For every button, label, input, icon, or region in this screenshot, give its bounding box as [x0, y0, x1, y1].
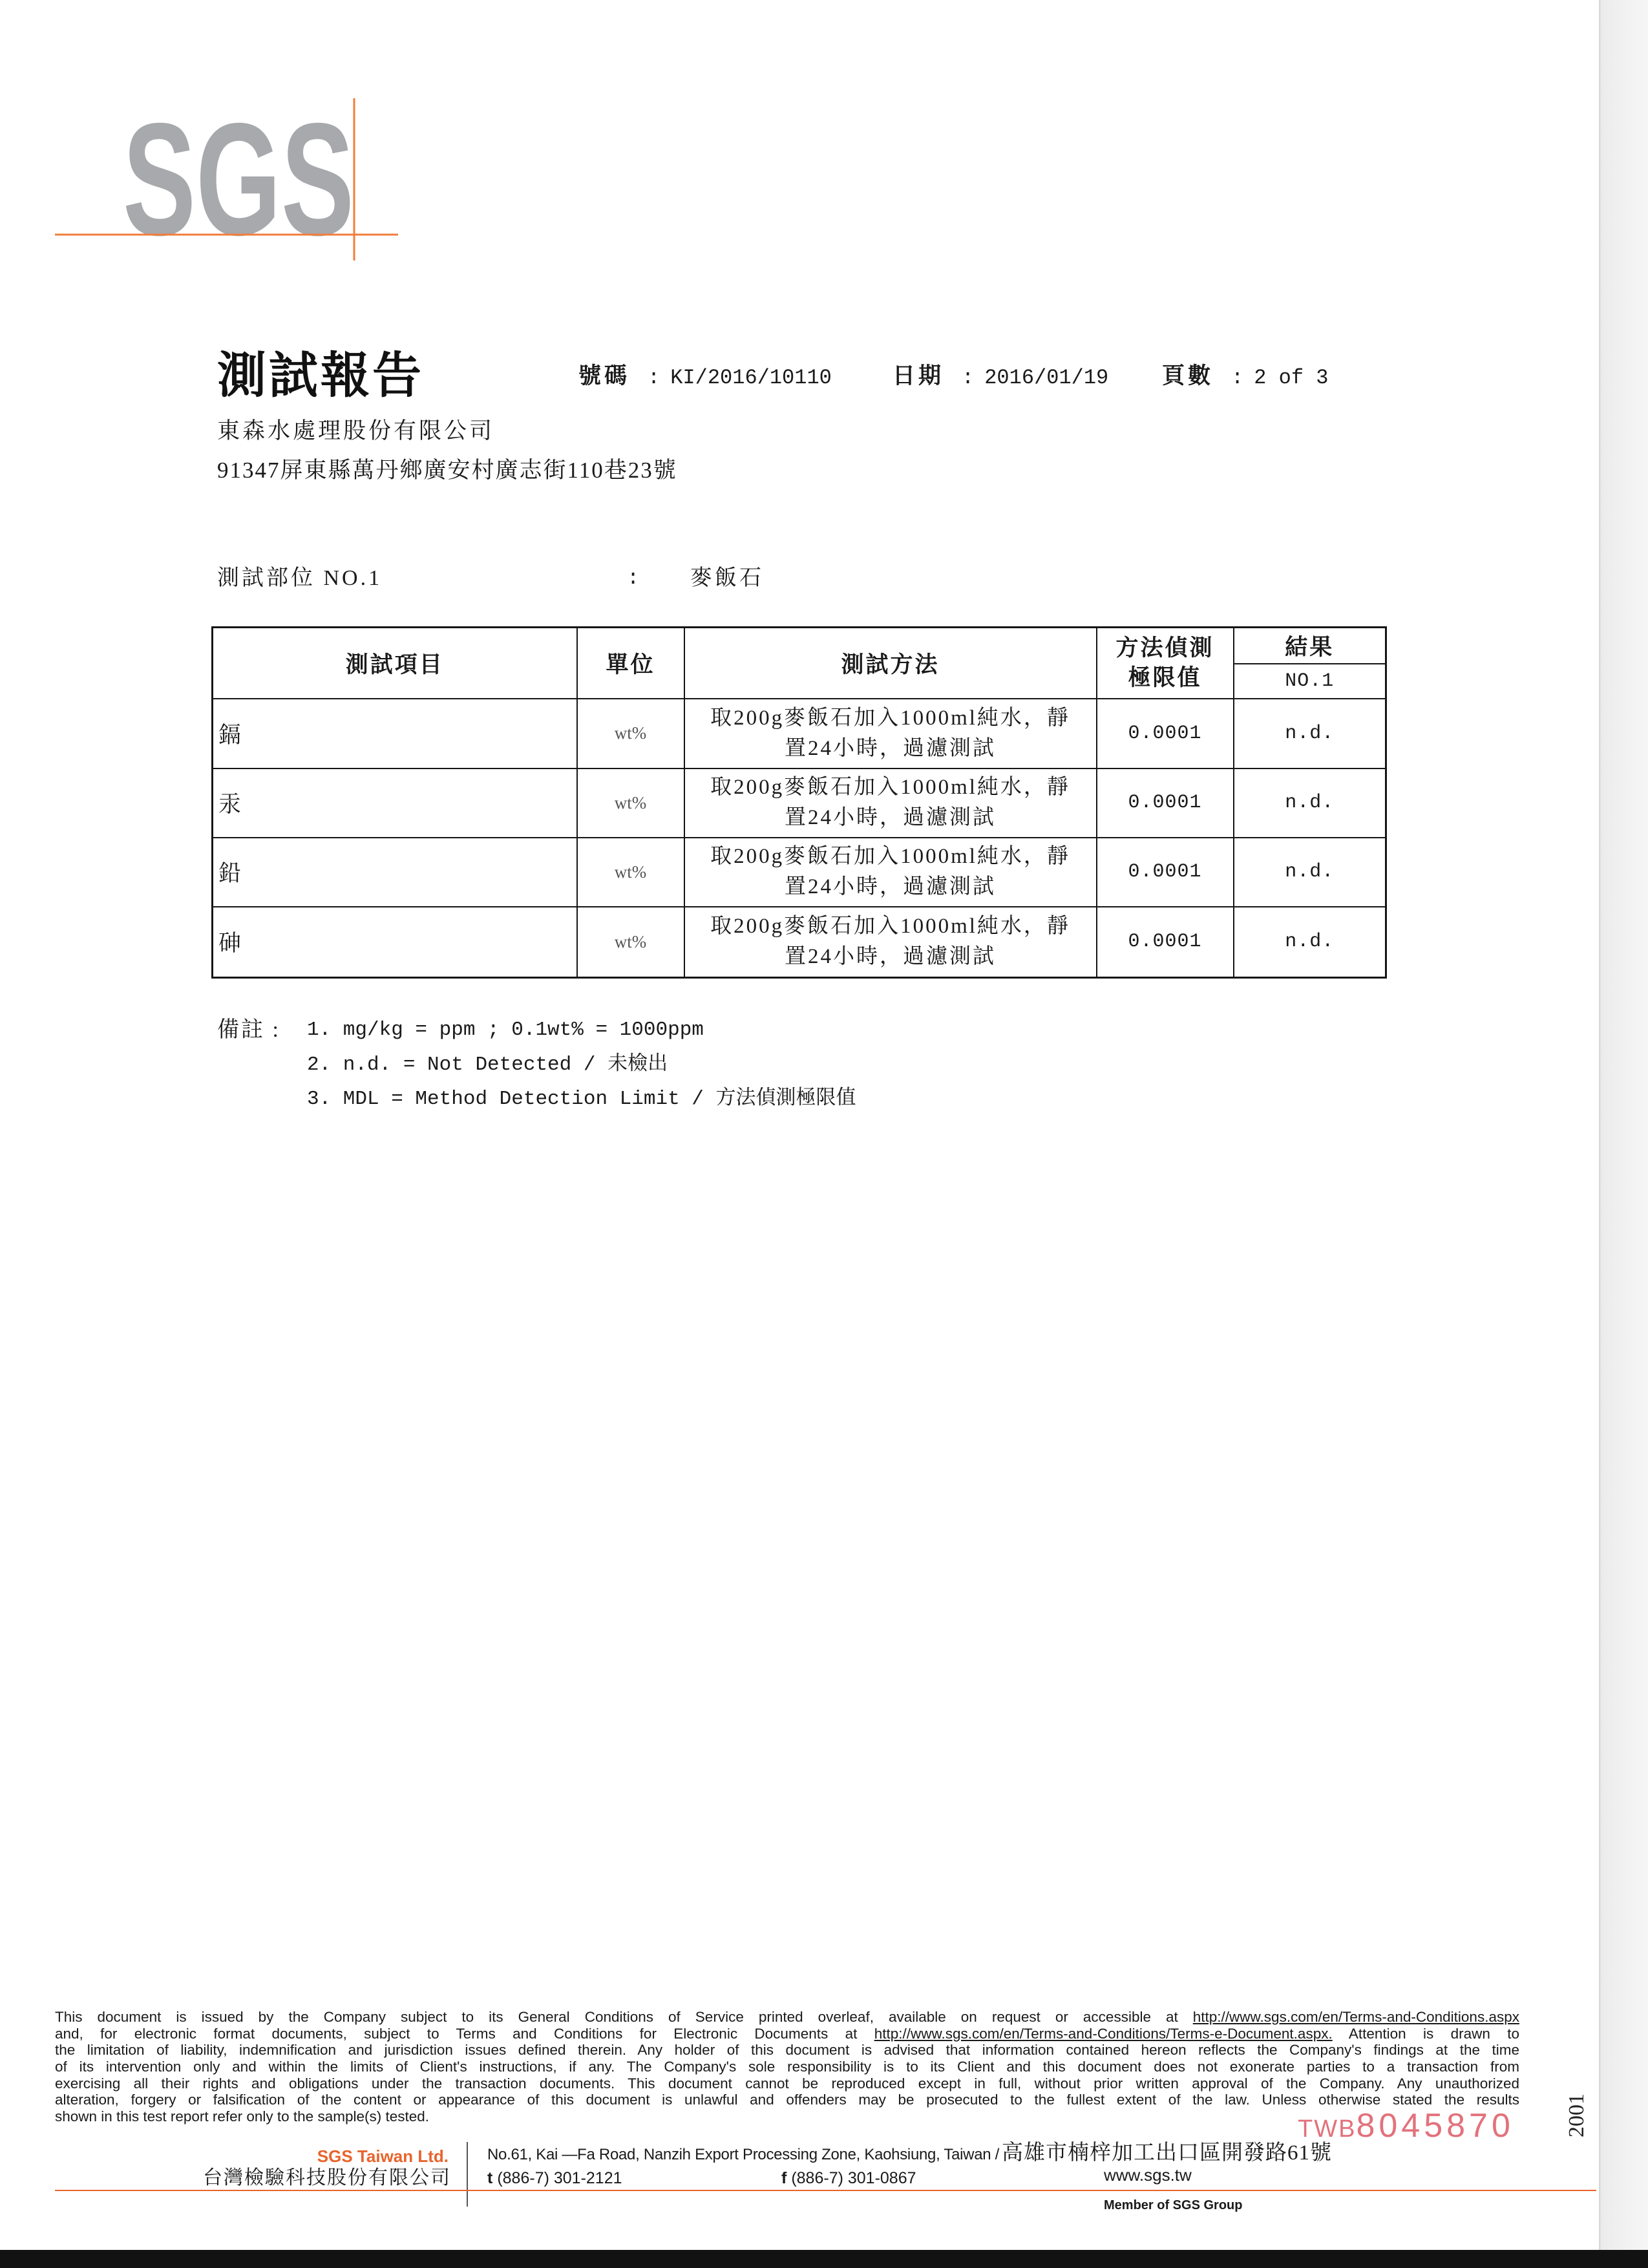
sample-value: 麥飯石 — [690, 566, 764, 590]
form-code: 2001 — [1565, 2093, 1589, 2137]
client-name: 東森水處理股份有限公司 — [217, 418, 495, 443]
report-date-value: 2016/01/19 — [984, 366, 1109, 390]
cell-item: 鉛 — [213, 838, 577, 907]
serial-number — [1298, 2109, 1514, 2143]
report-number-separator: : — [648, 366, 660, 390]
cell-mdl: 0.0001 — [1097, 699, 1234, 768]
cell-method-line-1: 取200g麥飯石加入1000ml純水，靜 — [710, 776, 1070, 799]
report-number-value: KI/2016/10110 — [670, 366, 832, 390]
cell-method-line-1: 取200g麥飯石加入1000ml純水，靜 — [710, 915, 1070, 938]
footer-website: www.sgs.tw — [1104, 2165, 1192, 2185]
cell-result: n.d. — [1234, 699, 1386, 768]
serial-digits: 8045870 — [1356, 2107, 1514, 2145]
disclaimer-line — [55, 2026, 1519, 2042]
sgs-logo — [52, 90, 414, 271]
header-mdl-line-2: 極限值 — [1128, 664, 1202, 690]
cell-result: n.d. — [1234, 768, 1386, 838]
results-table — [211, 626, 1387, 979]
footer-member-of-group: Member of SGS Group — [1104, 2198, 1243, 2212]
report-title: 測試報告 — [217, 349, 424, 403]
footer-address — [487, 2141, 1332, 2167]
sgs-logo-lettering: SGS — [123, 89, 354, 269]
cell-mdl: 0.0001 — [1097, 838, 1234, 907]
cell-item: 汞 — [213, 768, 577, 838]
table-header-row — [213, 628, 1386, 664]
scan-edge-bottom — [0, 2250, 1648, 2268]
cell-mdl: 0.0001 — [1097, 768, 1234, 838]
report-date-field — [893, 363, 1108, 389]
header-mdl-line-1: 方法偵測 — [1115, 635, 1214, 661]
telephone-label: t — [487, 2169, 493, 2187]
cell-unit: wt% — [577, 699, 684, 768]
serial-prefix: TWB — [1298, 2115, 1357, 2143]
header-unit: 單位 — [577, 628, 684, 699]
cell-unit: wt% — [577, 768, 684, 838]
page-count-separator: : — [1231, 366, 1244, 390]
disclaimer-text: This document is issued by the Company subject to its General Conditions of Service printed overleaf, available on request or accessible at — [55, 2009, 1178, 2025]
client-address: 91347屏東縣萬丹鄉廣安村廣志街110巷23號 — [217, 458, 677, 483]
footer-address-zh: 高雄市楠梓加工出口區開發路61號 — [1002, 2141, 1333, 2165]
page-count-field — [1162, 363, 1328, 389]
footer-company-zh: 台灣檢驗科技股份有限公司 — [203, 2167, 451, 2189]
telephone-number: (886-7) 301-2121 — [497, 2169, 622, 2187]
report-date-separator: : — [962, 366, 975, 390]
report-number-label: 號碼 — [578, 363, 631, 388]
legal-disclaimer — [55, 2009, 1519, 2125]
cell-item: 砷 — [213, 907, 577, 978]
cell-method-line-1: 取200g麥飯石加入1000ml純水，靜 — [710, 845, 1070, 868]
disclaimer-line: the limitation of liability, indemnification and jurisdiction issues defined therein. Any holder of this document is advised that information contained hereon reflects the Company's findings at the time — [55, 2042, 1519, 2059]
fax-label: f — [781, 2169, 787, 2187]
cell-method-line-2: 置24小時，過濾測試 — [785, 806, 996, 829]
footer-company-en: SGS Taiwan Ltd. — [317, 2146, 449, 2166]
notes-label: 備註 : — [217, 1018, 280, 1042]
cell-method-line-2: 置24小時，過濾測試 — [785, 945, 996, 969]
cell-result: n.d. — [1234, 838, 1386, 907]
page-count-label: 頁數 — [1162, 363, 1214, 388]
fax-number: (886-7) 301-0867 — [791, 2169, 916, 2187]
footer-telephone — [487, 2168, 622, 2189]
sample-label: 測試部位 NO.1 — [217, 566, 383, 590]
table-row — [213, 838, 1386, 907]
table-row — [213, 699, 1386, 768]
footer-divider-vertical — [467, 2142, 468, 2207]
cell-method — [684, 768, 1097, 838]
header-mdl — [1097, 628, 1234, 699]
footer-divider-horizontal — [55, 2190, 1596, 2191]
footer-fax — [781, 2168, 916, 2189]
footer-address-en: No.61, Kai —Fa Road, Nanzih Export Processing Zone, Kaohsiung, Taiwan / — [487, 2146, 1000, 2163]
header-test-item: 測試項目 — [213, 628, 577, 699]
cell-mdl: 0.0001 — [1097, 907, 1234, 978]
disclaimer-text: Attention is drawn to — [1348, 2025, 1519, 2042]
disclaimer-line: exercising all their rights and obligations under the transaction documents. This document cannot be reproduced except in full, without prior written approval of the Company. Any unauthorized — [55, 2075, 1519, 2092]
scan-edge-right — [1599, 0, 1648, 2250]
note-item: 3. MDL = Method Detection Limit / 方法偵測極限值 — [307, 1088, 856, 1110]
cell-unit: wt% — [577, 838, 684, 907]
disclaimer-line: shown in this test report refer only to the sample(s) tested. — [55, 2108, 430, 2125]
header-result: 結果 — [1234, 628, 1386, 664]
e-document-terms-link: http://www.sgs.com/en/Terms-and-Conditions/Terms-e-Document.aspx. — [874, 2025, 1333, 2042]
page-count-value: 2 of 3 — [1254, 366, 1329, 390]
table-row — [213, 907, 1386, 978]
sample-separator: : — [627, 566, 640, 590]
cell-method — [684, 907, 1097, 978]
header-result-sample: NO.1 — [1234, 664, 1386, 699]
note-item: 2. n.d. = Not Detected / 未檢出 — [307, 1054, 668, 1076]
cell-method-line-2: 置24小時，過濾測試 — [785, 875, 996, 898]
cell-unit: wt% — [577, 907, 684, 978]
cell-method-line-2: 置24小時，過濾測試 — [785, 736, 996, 760]
disclaimer-line — [55, 2009, 1519, 2026]
table-row — [213, 768, 1386, 838]
report-date-label: 日期 — [893, 363, 945, 388]
cell-item: 鎘 — [213, 699, 577, 768]
cell-result: n.d. — [1234, 907, 1386, 978]
cell-method-line-1: 取200g麥飯石加入1000ml純水，靜 — [710, 706, 1070, 730]
report-number-field — [578, 363, 832, 389]
note-item: 1. mg/kg = ppm ; 0.1wt% = 1000ppm — [307, 1019, 704, 1041]
disclaimer-text: and, for electronic format documents, subject to Terms and Conditions for Electronic Documents at — [55, 2025, 858, 2042]
disclaimer-line: alteration, forgery or falsification of the content or appearance of this document is unlawful and offenders may be prosecuted to the fullest extent of the law. Unless otherwise stated the results — [55, 2092, 1519, 2108]
header-test-method: 測試方法 — [684, 628, 1097, 699]
disclaimer-line: of its intervention only and within the limits of Client's instructions, if any. The Company's sole responsibility is to its Client and this document does not exonerate parties to a transaction from — [55, 2059, 1519, 2075]
cell-method — [684, 699, 1097, 768]
cell-method — [684, 838, 1097, 907]
terms-link: http://www.sgs.com/en/Terms-and-Conditions.aspx — [1192, 2009, 1519, 2025]
